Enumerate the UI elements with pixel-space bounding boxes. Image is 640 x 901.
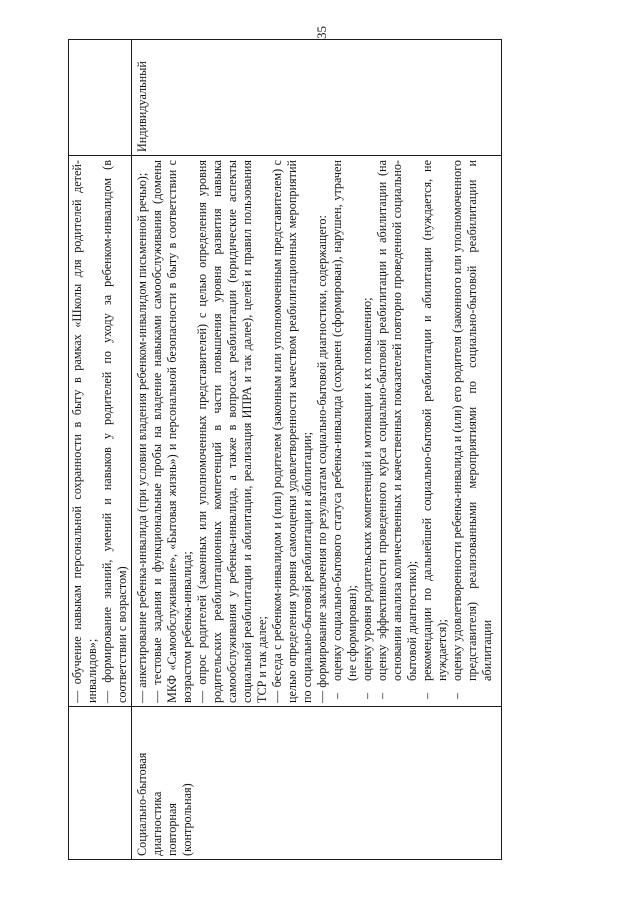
dash-marker: – [420,692,434,699]
procedure-table [68,39,502,860]
list-item: — опрос родителей (законных или уполномоченных представителей) с целью определения уровня родительских реабилитационных компетенций в части повышения уровня развития навыка самообслуживания у ребенка-инвалида, а также в вопросах реабилитации (юридические аспекты социальной реабилитации и абилитации, реализация ИПРА и так далее), целей и правил пользования ТСР и так далее; [195,160,269,703]
list-item: — беседа с ребенком-инвалидом и (или) родителем (законным или уполномоченным представителем) с целью определения уровня самооценки удовлетворенности качеством реабилитационных мероприятий по социально-бытовой реабилитации и абилитации; [270,160,314,703]
stage-cell [69,707,132,860]
stage-name-line: Социально-бытовая [135,752,149,856]
dash-marker: – [450,692,464,699]
sub-list-item-text: рекомендации по дальнейшей социально-бытовой реабилитации и абилитации (нуждается, не нуждается); [420,160,449,681]
form-cell [132,40,502,156]
list-item: — формирование знаний, умений и навыков у родителей по уходу за ребенком-инвалидом (в соответствии с возрастом) [100,160,129,703]
stage-cell [132,707,502,860]
sub-list-item-text: оценку удовлетворенности ребенка-инвалида и (или) его родителя (законного или уполномоченного представителя) реализованными мероприятиями по социально-бытовой реабилитации и абилитации [450,160,494,681]
stage-name-line: повторная [165,803,179,856]
sub-list-item-text: оценку уровня родительских компетенций и мотивации к их повышению; [360,297,374,681]
stage-name-line: (контрольная) [180,783,194,856]
sub-list-item-text: оценку эффективности проведенного курса социально-бытовой реабилитации и абилитации (на основании анализа количественных и качественных показателей повторно проведенной социально-бытовой диагностики); [375,160,419,681]
dash-marker: – [375,692,389,699]
page-number: 35 [314,26,329,39]
list-item: — обучение навыкам персональной сохранности в быту в рамках «Школы для родителей детей-инвалидов»; [70,160,99,703]
content-cell [69,156,132,707]
content-cell [132,156,502,707]
rotated-table-container [68,40,502,860]
service-form-label: Индивидуальный [135,61,149,152]
stage-name-line: диагностика [150,791,164,856]
list-item: — формирование заключения по результатам социально-бытовой диагностики, содержащего: [315,215,329,703]
table-row [69,40,132,860]
sub-list-item [360,160,375,703]
list-item: — анкетирование ребенка-инвалида (при условии владения ребенком-инвалидом письменной речью); [135,172,149,703]
dash-marker: – [360,692,374,699]
list-item: — тестовые задания и функциональные пробы на владение навыками самообслуживания (домены МКФ «Самообслуживание», «Бытовая жизнь») и персональной безопасности в быту в соответствии с возрастом ребенка-инвалида; [150,160,194,703]
sub-list-item [375,160,420,703]
sub-list-item-text: оценку социально-бытового статуса ребенка-инвалида (сохранен (сформирован), нарушен, утрачен (не сформирован); [330,160,359,681]
sub-list-item [450,160,495,703]
dash-marker: – [330,692,344,699]
form-cell [69,40,132,156]
table-row [132,40,502,860]
sub-list-item [420,160,450,703]
sub-list-item [330,160,360,703]
